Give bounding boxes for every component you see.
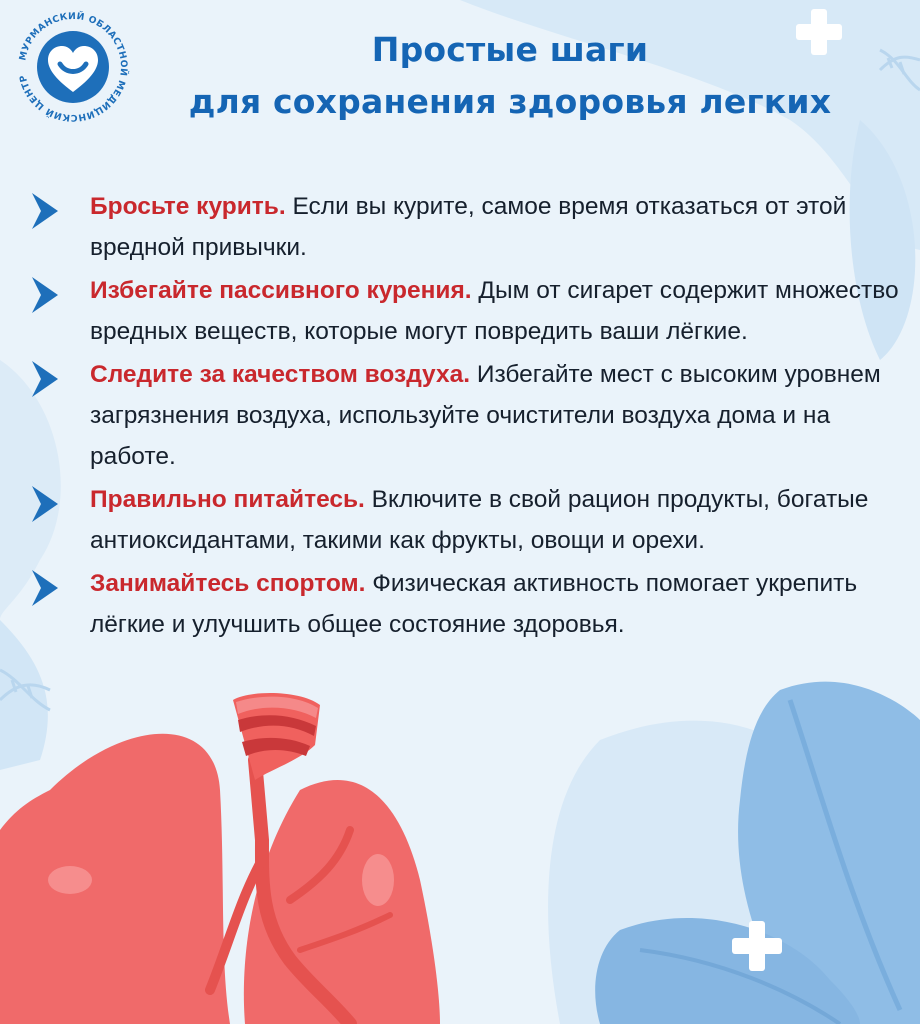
tip-sport bbox=[32, 563, 902, 645]
tip-text: Избегайте мест с высоким уровнем загрязнения воздуха, используйте очистители воздуха дома и на работе. bbox=[90, 361, 881, 470]
tip-text: Физическая активность помогает укрепить лёгкие и улучшить общее состояние здоровья. bbox=[90, 570, 858, 638]
logo-text: МУРМАНСКИЙ ОБЛАСТНОЙ МЕДИЦИНСКИЙ ЦЕНТР bbox=[17, 10, 130, 124]
clinic-logo bbox=[14, 8, 132, 126]
chevron-right-icon bbox=[32, 486, 58, 522]
tip-heading: Занимайтесь спортом. bbox=[90, 570, 366, 597]
chevron-right-icon bbox=[32, 193, 58, 229]
tip-passive-smoking bbox=[32, 270, 902, 352]
tip-heading: Бросьте курить. bbox=[90, 193, 286, 220]
title-line-2: для сохранения здоровья легких bbox=[188, 82, 832, 121]
chevron-right-icon bbox=[32, 277, 58, 313]
page-title bbox=[150, 24, 870, 128]
chevron-right-icon bbox=[32, 570, 58, 606]
tip-quit-smoking bbox=[32, 186, 902, 268]
tip-text: Дым от сигарет содержит множество вредных веществ, которые могут повредить ваши лёгкие. bbox=[90, 277, 899, 345]
lungs-icon bbox=[0, 693, 440, 1024]
tip-air-quality bbox=[32, 354, 902, 477]
tips-list bbox=[32, 186, 902, 647]
title-line-1: Простые шаги bbox=[371, 30, 649, 69]
tip-heading: Избегайте пассивного курения. bbox=[90, 277, 472, 304]
chevron-right-icon bbox=[32, 361, 58, 397]
tip-text: Если вы курите, самое время отказаться от этой вредной привычки. bbox=[90, 193, 847, 261]
tip-nutrition bbox=[32, 479, 902, 561]
tip-text: Включите в свой рацион продукты, богатые антиоксидантами, такими как фрукты, овощи и орехи. bbox=[90, 486, 869, 554]
tip-heading: Правильно питайтесь. bbox=[90, 486, 365, 513]
tip-heading: Следите за качеством воздуха. bbox=[90, 361, 471, 388]
